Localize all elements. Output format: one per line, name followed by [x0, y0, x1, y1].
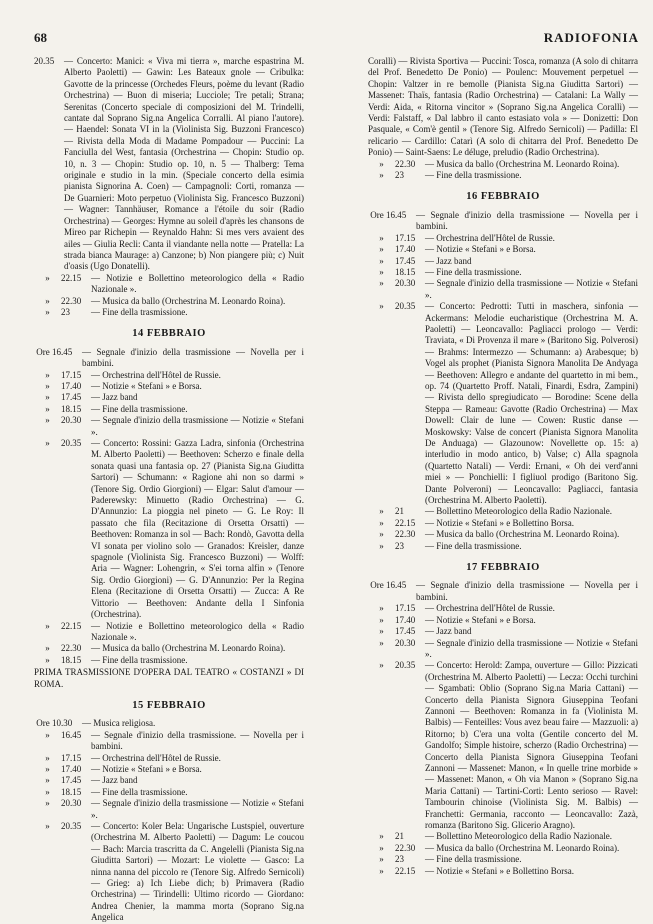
- entry-text: — Notizie « Stefani » e Borsa.: [425, 614, 536, 625]
- entry-marker: »: [45, 295, 50, 306]
- entry-text: — Fine della trasmissione.: [91, 786, 188, 797]
- entry-marker: »: [379, 831, 384, 842]
- schedule-entry: [34, 621, 304, 644]
- entry-time: 22.30: [61, 643, 82, 654]
- schedule-entry: [368, 170, 638, 181]
- schedule-entry: [34, 775, 304, 786]
- entry-marker: »: [379, 614, 384, 625]
- entry-marker: »: [45, 786, 50, 797]
- entry-marker: »: [379, 244, 384, 255]
- entry-text: — Concerto: Manici: « Viva mi tierra », marche espastrina M. Alberto Paoletti) — Gawin: Les Bateaux gnole — Cribulka: Gavotte de la princesse (Orchedes Fleurs, poème du levant (Radio Orchestrina) — Buon di miseria; Lucciole; Tre petali; Strana; Serenitas (Concerto speciale di composizioni del M. Trindelli, cantate dal Soprano Sig.na Angelica Corralli. Al piano l'autore). — Haendel: Sonata VI in la (Violinista Sig. Buzzoni Francesco) — Rivista della Moda di Madame Pompadour — Puccini: La Fanciulla del West, fantasia (Orchestrina — Chopin: Studio op. 10, n. 3 — Chopin: Studio op. 10, n. 5 — Thalberg: Tema originale e studio in la min. (Speciale concerto della esimia pianista Signorina A. Coen) — Campagnoli: Corti, romanza — De Guarnieri: Moto perpetuo (Violinista Sig. Francesco Buzzoni) — Wagner: Tannhäuser, Romance a l'étoile du soir (Radio Orchestrina) — Georges: Hymne au soleil d'après les chansons de Mireo par Richepin — Reynaldo Hahn: Si mes vers avaient des ailes — Giulia Recli: Canta il viandante nella notte — Pratella: La strada bianca Maurage: a) Canzone; b) Non piangere più; c) Nuit d'oasis (Ugo Donatelli).: [64, 56, 304, 272]
- entry-text: — Fine della trasmissione.: [91, 306, 188, 317]
- entry-time: 17.40: [395, 614, 416, 625]
- schedule-entry: [34, 56, 304, 273]
- entry-time: 22.15: [61, 272, 82, 283]
- entry-time: 16.45: [386, 580, 407, 591]
- schedule-entry: [34, 347, 304, 370]
- entry-marker: »: [379, 266, 384, 277]
- schedule-entry: [34, 643, 304, 654]
- continued-text: Corallì) — Rivista Sportiva — Puccini: Tosca, romanza (A solo di chitarra del Prof. Benedetto De Ponio) — Poulenc: Mouvement perpetuel — Chopin: Valtzer in re bemolle (Pianista Sig.na Giuditta Sartori) — Massenet: Thaïs, fantasia (Radio Orchestrina) — Catalani: La Wally — Verdi: Aida, « Ritorna vincitor » (Soprano Sig.na Angelica Corallì) — Verdi: Falstaff, « Dal labbro il canto estasiato vola » — Donizetti: Don Pasquale, « Com'è gentil » (Tenore Sig. Alfredo Sernicoli) — Padilla: El relicario — Cardillo: Catarì (A solo di chitarra del Prof. Benedetto De Ponio) — Saint-Saens: Le déluge, preludio (Radio Orchestrina).: [368, 56, 638, 158]
- entry-text: — Orchestrina dell'Hôtel de Russie.: [91, 752, 221, 763]
- entry-text: — Notizie « Stefani » e Bollettino Borsa.: [425, 865, 574, 876]
- schedule-entry: [34, 296, 304, 307]
- entry-marker: »: [379, 529, 384, 540]
- entry-time: 22.15: [61, 620, 82, 631]
- entry-time: 20.30: [61, 798, 82, 809]
- schedule-entry: [34, 404, 304, 415]
- entry-time: 17.45: [61, 775, 82, 786]
- entry-marker: »: [45, 654, 50, 665]
- schedule-entry: [368, 278, 638, 301]
- entry-marker: »: [379, 517, 384, 528]
- entry-time: 17.45: [395, 255, 416, 266]
- page-number: 68: [34, 30, 47, 45]
- entry-text: — Jazz band: [91, 392, 138, 403]
- entry-marker: »: [45, 620, 50, 631]
- entry-text: — Bollettino Meteorologico della Radio Nazionale.: [425, 506, 612, 517]
- entry-time: 21: [395, 506, 404, 517]
- entry-marker: »: [379, 842, 384, 853]
- entry-time: 20.35: [395, 301, 416, 312]
- entry-marker: »: [45, 415, 50, 426]
- entry-text: — Fine della trasmissione.: [425, 540, 522, 551]
- entry-marker: »: [379, 278, 384, 289]
- entry-marker: »: [45, 798, 50, 809]
- entry-text: — Concerto: Pedrotti: Tutti in maschera, sinfonia — Ackermans: Melodie eucharistique (Orchestrina M. A. Paoletti) — Leoncavallo: Pagliacci prologo — Verdi: Traviata, « Di Provenza il mare » (Baritono Sig. Polverosi) — Brahms: Intermezzo — Schumann: a) Arabesque; b) Vogel als prophet (Pianista Signora Manolita De Andyaga — Beethoven: Allegro e andante del quartetto in mi bem., op. 74 (Quartetto Proff. Natali, Finardi, Esdra, Zampini) — Rivista dello spregiudicato — Borodine: Scene della Steppa — Rameau: Gavotte (Radio Orchestrina) — Max Dowell: Clair de lune — Cowen: Rustic danse — Moskowsky: Valse de concert (Pianista Signora Manolita De Anduaga) — Glazounow: Novellette op. 15: a) interludio in modo antico, b) Valse; c) Alla spagnola (Quartetto Natali) — Verdi: Ernani, « Oh dei verd'anni miei » — Ponchielli: I figliuol prodigo (Baritono Sig. Dante Polveroni) — Leoncavallo: Pagliacci, fantasia (Orchestrina M. Alberto Paoletti).: [425, 301, 638, 506]
- entry-marker: Ore: [36, 718, 50, 729]
- entry-marker: »: [45, 729, 50, 740]
- entry-marker: »: [379, 637, 384, 648]
- entry-text: — Bollettino Meteorologico della Radio Nazionale.: [425, 831, 612, 842]
- entry-text: — Segnale d'inizio della trasmissione. — Novella per i bambini.: [91, 729, 304, 752]
- entry-text: — Fine della trasmissione.: [425, 170, 522, 181]
- entry-text: — Musica religiosa.: [82, 718, 156, 729]
- entry-time: 18.15: [61, 654, 82, 665]
- schedule-entry: [34, 381, 304, 392]
- entry-text: — Notizie « Stefani » e Borsa.: [425, 244, 536, 255]
- entry-text: — Musica da ballo (Orchestrina M. Leonardo Roina).: [425, 529, 620, 540]
- entry-time: 17.15: [61, 369, 82, 380]
- entry-text: — Concerto: Herold: Zampa, ouverture — Gillo: Pizzicati (Orchestrina M. Alberto Paoletti) — Lecza: Occhi turchini — Sgambati: Oblio (Soprano Sig.na Maria Cattani) — Concerto della Pianista Signora Giuseppina Teofani Zannoni — Beethoven: Romanza in fa (Violinista M. Balbis) — Fenteilles: Vous avez beau faire — Mazzuoli: a) Ritorno; b) C'era una volta (Gentile concerto del M. Gandolfo; Simple histoire, scherzo (Radio Orchestrina) — Concerto della Pianista Signora Giuseppina Teofani Zannoni — Massenet: Manon, « In quelle trine morbide » — Massenet: Manon, « Oh via Manon » (Soprano Sig.na Maria Cattani) — Tartini-Corti: Lento serioso — Ravel: Tambourin chinoise (Violinista Sig. M. Balbis) — Franchetti: Germania, racconto — Leoncavallo: Zazà, romanza (Baritono Sig. Glicerio Aragno).: [425, 660, 638, 830]
- schedule-entry: [34, 392, 304, 403]
- schedule-entry: [34, 798, 304, 821]
- entry-time: 18.15: [61, 403, 82, 414]
- entry-marker: »: [379, 854, 384, 865]
- entry-marker: »: [45, 272, 50, 283]
- entry-text: — Jazz band: [91, 775, 138, 786]
- entry-text: — Musica da ballo (Orchestrina M. Leonardo Roina).: [91, 295, 286, 306]
- schedule-entry: [368, 626, 638, 637]
- entry-text: — Jazz band: [425, 255, 472, 266]
- entry-text: — Segnale d'inizio della trasmissione — Novella per i bambini.: [416, 209, 638, 232]
- entry-text: — Fine della trasmissione.: [425, 854, 522, 865]
- entry-marker: »: [45, 763, 50, 774]
- entry-time: 16.45: [61, 729, 82, 740]
- schedule-entry: [368, 518, 638, 529]
- schedule-entry: [368, 831, 638, 842]
- schedule-entry: [34, 307, 304, 318]
- schedule-entry: [34, 273, 304, 296]
- entry-text: — Musica da ballo (Orchestrina M. Leonardo Roina).: [91, 643, 286, 654]
- entry-time: 17.40: [61, 763, 82, 774]
- schedule-entry: [34, 764, 304, 775]
- entry-marker: »: [45, 438, 50, 448]
- entry-text: — Segnale d'inizio della trasmissione — Novella per i bambini.: [416, 580, 638, 602]
- entry-text: — Notizie « Stefani » e Bollettino Borsa.: [425, 517, 574, 528]
- entry-text: — Segnale d'inizio della trasmissione — Notizie « Stefani ».: [425, 637, 638, 659]
- entry-time: 20.35: [395, 660, 416, 671]
- entry-marker: »: [379, 865, 384, 876]
- schedule-entry: [368, 854, 638, 865]
- entry-marker: »: [379, 506, 384, 517]
- entry-time: 16.45: [386, 209, 407, 220]
- entry-time: 20.35: [61, 438, 82, 448]
- schedule-entry: [368, 159, 638, 170]
- entry-time: 16.45: [52, 346, 73, 357]
- entry-text: — Orchestrina dell'Hôtel de Russie.: [425, 603, 555, 614]
- entry-time: 22.15: [395, 865, 416, 876]
- entry-marker: »: [379, 540, 384, 551]
- schedule-entry: [368, 615, 638, 626]
- entry-text: — Orchestrina dell'Hôtel de Russie.: [91, 369, 221, 380]
- entry-text: — Notizie « Stefani » e Borsa.: [91, 763, 202, 774]
- entry-text: — Fine della trasmissione.: [91, 654, 188, 665]
- day-heading: 14 FEBBRAIO: [132, 328, 206, 340]
- entry-time: 17.15: [61, 752, 82, 763]
- schedule-entry: [34, 438, 304, 621]
- schedule-entry: [368, 301, 638, 506]
- entry-time: 10.30: [52, 718, 73, 729]
- entry-marker: »: [45, 392, 50, 403]
- schedule-entry: [34, 718, 304, 729]
- schedule-entry: [34, 787, 304, 798]
- entry-marker: »: [379, 170, 384, 181]
- entry-time: 22.30: [61, 295, 82, 306]
- schedule-entry: [368, 529, 638, 540]
- schedule-entry: [34, 655, 304, 666]
- schedule-entry: [34, 730, 304, 753]
- entry-text: — Segnale d'inizio della trasmissione — Notizie « Stefani ».: [91, 415, 304, 437]
- right-column: [368, 56, 638, 896]
- entry-marker: »: [45, 306, 50, 317]
- entry-marker: Ore: [36, 346, 50, 357]
- schedule-entry: [368, 210, 638, 233]
- entry-marker: »: [45, 403, 50, 414]
- entry-text: — Concerto: Rossini: Gazza Ladra, sinfonia (Orchestrina M. Alberto Paoletti) — Beethoven: Scherzo e finale della sonata quasi una fantasia op. 27 (Pianista Sig.na Giuditta Sartori) — Schumann: « Ragione ahi non so darmi » (Tenore Sig. Ordio Giorgioni) — Elgar: Salut d'amour — Paderewsky: Minuetto (Radio Orchestrina) — G. D'Annunzio: La pioggia nel pineto — G. Le Roy: Il passato che fila (Recitazione di Orsetta Orsatti) — Beethoven: Romanza in sol — Bach: Rondò, Gavotta della VI sonata per violino solo — Granados: Kreisler, danze spagnole (Violinista Sig. Francesco Buzzoni) — Wolff: Aria — Wagner: Lohengrin, « S'ei torna alfin » (Tenore Sig. Ordio Giorgioni) — G. D'Annunzio: Per la Regina Elena (Recitazione di Orsetta Orsatti) — Zucca: A Re Vittorio — Beethoven: Andante della I Sinfonia (Orchestrina).: [91, 438, 304, 620]
- entry-time: 20.30: [395, 278, 416, 289]
- entry-text: — Segnale d'inizio della trasmissione — Novella per i bambini.: [82, 346, 304, 369]
- schedule-entry: [368, 603, 638, 614]
- schedule-entry: [368, 866, 638, 877]
- entry-text: — Segnale d'inizio della trasmissione — Notizie « Stefani ».: [91, 798, 304, 820]
- entry-time: 17.15: [395, 603, 416, 614]
- day-heading: 17 FEBBRAIO: [466, 562, 540, 574]
- entry-time: 18.15: [61, 786, 82, 797]
- entry-time: 18.15: [395, 266, 416, 277]
- entry-time: 23: [61, 306, 70, 317]
- entry-time: 17.45: [395, 626, 416, 637]
- entry-time: 17.40: [395, 244, 416, 255]
- page-header: [34, 30, 639, 46]
- entry-marker: »: [45, 775, 50, 786]
- entry-marker: Ore: [370, 580, 384, 591]
- day-heading: 15 FEBBRAIO: [132, 699, 206, 711]
- entry-time: 22.30: [395, 842, 416, 853]
- schedule-entry: [368, 244, 638, 255]
- entry-marker: »: [379, 255, 384, 266]
- entry-time: 21: [395, 831, 404, 842]
- entry-time: 20.30: [61, 415, 82, 426]
- schedule-entry: [368, 843, 638, 854]
- entry-time: 22.30: [395, 529, 416, 540]
- entry-marker: »: [45, 369, 50, 380]
- schedule-entry: [368, 580, 638, 603]
- left-column: [34, 56, 304, 923]
- entry-text: — Notizie e Bollettino meteorologico della « Radio Nazionale ».: [91, 272, 304, 295]
- entry-time: 17.15: [395, 232, 416, 243]
- entry-text: — Musica da ballo (Orchestrina M. Leonardo Roina).: [425, 842, 620, 853]
- entry-time: 23: [395, 540, 404, 551]
- entry-text: — Musica da ballo (Orchestrina M. Leonardo Roina).: [425, 158, 620, 169]
- schedule-entry: [34, 415, 304, 438]
- schedule-entry: [368, 267, 638, 278]
- schedule-entry: [368, 638, 638, 661]
- entry-time: 20.30: [395, 637, 416, 648]
- entry-text: — Notizie « Stefani » e Borsa.: [91, 380, 202, 391]
- entry-marker: »: [379, 158, 384, 169]
- entry-time: 17.45: [61, 392, 82, 403]
- entry-text: — Fine della trasmissione.: [425, 266, 522, 277]
- entry-time: 20.35: [34, 56, 55, 66]
- entry-marker: »: [379, 660, 384, 671]
- entry-text: — Concerto: Koler Bela: Ungarische Lustspiel, ouverture (Orchestrina M. Alberto Paoletti) — Dagum: Le coucou — Bach: Marcia trascritta da C. Angelelli (Pianista Sig.na Giuditta Sartori) — Mozart: Le violette — Gasco: La ninna nanna del piccolo re (Tenore Sig. Alfredo Sernicoli) — Grieg: a) Ich Liebe dich; b) Primavera (Radio Orchestrina) — Tirindelli: Ultimo ricordo — Giordano: Andrea Chenier, la mamma morta (Soprano Sig.na Angelica: [91, 821, 304, 923]
- entry-text: — Fine della trasmissione.: [91, 403, 188, 414]
- running-title: RADIOFONIA: [543, 30, 639, 45]
- entry-marker: »: [379, 626, 384, 637]
- entry-time: 22.30: [395, 158, 416, 169]
- schedule-entry: [34, 370, 304, 381]
- entry-text: — Orchestrina dell'Hôtel de Russie.: [425, 232, 555, 243]
- entry-marker: »: [379, 603, 384, 614]
- schedule-entry: [368, 256, 638, 267]
- entry-marker: »: [379, 232, 384, 243]
- schedule-entry: [34, 753, 304, 764]
- schedule-entry: [368, 506, 638, 517]
- entry-text: — Jazz band: [425, 626, 472, 637]
- schedule-entry: [368, 541, 638, 552]
- entry-text: — Notizie e Bollettino meteorologico della « Radio Nazionale ».: [91, 620, 304, 642]
- entry-time: 22.15: [395, 517, 416, 528]
- entry-time: 17.40: [61, 380, 82, 391]
- schedule-entry: [34, 821, 304, 924]
- entry-time: 23: [395, 854, 404, 865]
- schedule-entry: [368, 233, 638, 244]
- day-heading: 16 FEBBRAIO: [466, 191, 540, 203]
- entry-marker: »: [45, 752, 50, 763]
- entry-text: — Segnale d'inizio della trasmissione — Notizie « Stefani ».: [425, 278, 638, 300]
- entry-marker: »: [379, 301, 384, 312]
- entry-marker: »: [45, 643, 50, 654]
- entry-time: 20.35: [61, 821, 82, 831]
- entry-marker: Ore: [370, 209, 384, 220]
- schedule-entry: [368, 660, 638, 831]
- entry-marker: »: [45, 821, 50, 831]
- entry-marker: »: [45, 380, 50, 391]
- entry-time: 23: [395, 170, 404, 181]
- opera-broadcast-note: PRIMA TRASMISSIONE D'OPERA DAL TEATRO « COSTANZI » DI ROMA.: [34, 667, 304, 689]
